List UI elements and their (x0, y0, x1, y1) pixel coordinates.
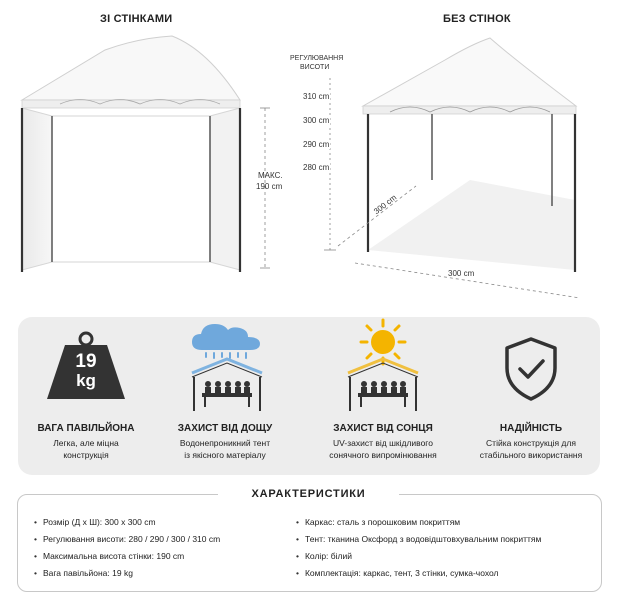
tent-people-icon-rain (190, 357, 264, 413)
spec-item: • Вага павільйона: 19 kg (34, 565, 220, 582)
feature-reliability-desc-2: стабільного використання (479, 450, 583, 460)
height-310: 310 cm (303, 92, 330, 101)
height-300: 300 cm (303, 116, 330, 125)
max-wall-label-line1: МАКС. (258, 171, 283, 180)
weight-number: 19 (75, 351, 97, 372)
feature-sun-desc-1: UV-захист від шкідливого (333, 438, 433, 448)
depth-label: 300 cm (372, 192, 399, 217)
rain-icon (188, 320, 264, 362)
tent-with-walls-illustration (0, 0, 300, 300)
shield-check-icon (502, 336, 560, 402)
height-adjust-label-line2: ВИСОТИ (300, 64, 330, 71)
left-tent-title: ЗІ СТІНКАМИ (100, 13, 173, 25)
spec-item: • Тент: тканина Оксфорд з водовідштовхувальним покриттям (296, 531, 541, 548)
right-tent-title: БЕЗ СТІНОК (443, 13, 511, 25)
feature-rain-desc-1: Водонепроникний тент (179, 438, 271, 448)
width-label: 300 cm (448, 269, 475, 278)
feature-rain-title: ЗАХИСТ ВІД ДОЩУ (177, 423, 273, 434)
spec-item: • Колір: білий (296, 548, 541, 565)
specs-right-list (296, 514, 541, 582)
tent-people-icon-sun (346, 357, 420, 413)
specs-left-list (34, 514, 220, 582)
feature-weight-title: ВАГА ПАВІЛЬЙОНА (37, 423, 135, 434)
feature-reliability-desc-1: Стійка конструкція для (486, 438, 576, 448)
height-adjust-label-line1: РЕГУЛЮВАННЯ (290, 55, 344, 62)
feature-reliability-title: НАДІЙНІСТЬ (499, 423, 563, 434)
feature-sun-title: ЗАХИСТ ВІД СОНЦЯ (333, 423, 433, 434)
specs-title: ХАРАКТЕРИСТИКИ (218, 486, 399, 502)
height-290: 290 cm (303, 140, 330, 149)
feature-rain-desc-2: із якісного матеріалу (184, 450, 266, 460)
weight-unit: kg (76, 371, 96, 390)
tent-without-walls-illustration (330, 20, 617, 310)
feature-sun-desc-2: сонячного випромінювання (329, 450, 437, 460)
spec-item: • Розмір (Д х Ш): 300 x 300 cm (34, 514, 220, 531)
max-wall-label-line2: 190 cm (256, 182, 283, 191)
height-280: 280 cm (303, 163, 330, 172)
spec-item: • Регулювання висоти: 280 / 290 / 300 / 310 cm (34, 531, 220, 548)
spec-item: • Каркас: сталь з порошковим покриттям (296, 514, 541, 531)
feature-weight-desc-2: конструкція (63, 450, 109, 460)
spec-item: • Максимальна висота стінки: 190 cm (34, 548, 220, 565)
feature-weight-desc-1: Легка, але міцна (53, 438, 119, 448)
spec-item: • Комплектація: каркас, тент, 3 стінки, сумка-чохол (296, 565, 541, 582)
